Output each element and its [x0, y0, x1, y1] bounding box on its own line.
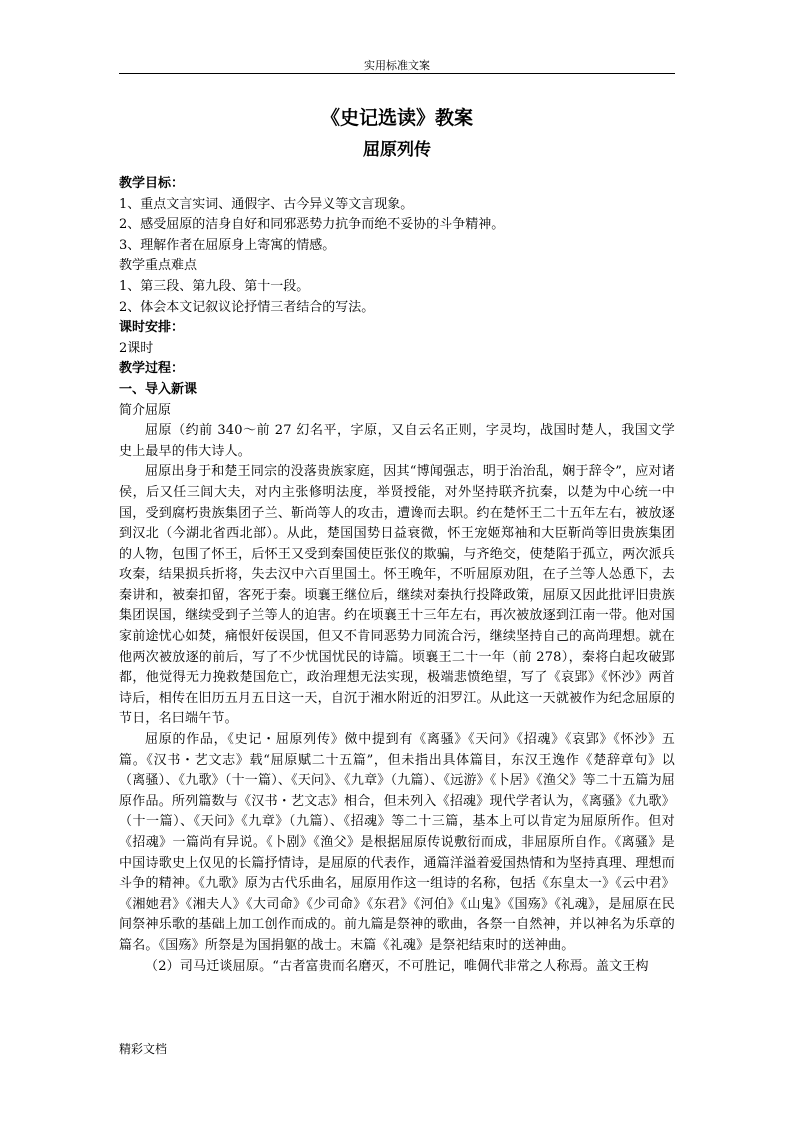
objective-item: 3、理解作者在屈原身上寄寓的情感。 — [119, 237, 336, 253]
key-point-item: 1、第三段、第九段、第十一段。 — [119, 278, 310, 294]
body-paragraph: 屈原（约前 340～前 27 幻名平，字原，又自云名正则，字灵均，战国时楚人，我国文学史上最早的伟大诗人。 — [119, 423, 675, 459]
heading-teaching-objectives: 教学目标： — [119, 176, 185, 191]
document-body — [119, 104, 675, 977]
body-paragraph: （2）司马迁谈屈原。“古者富贵而名磨灭，不可胜记，唯倜代非常之人称焉。盖文王构 — [145, 958, 649, 974]
document-subtitle: 屈原列传 — [363, 140, 431, 160]
heading-key-points: 教学重点难点 — [119, 258, 198, 274]
heading-process: 教学过程： — [119, 361, 185, 377]
objective-item: 2、感受屈原的洁身自好和同邪恶势力抗争而绝不妥协的斗争精神。 — [119, 217, 505, 233]
header-rule — [119, 73, 675, 74]
body-paragraph: 屈原的作品，《史记・屈原列传》傚中提到有《离骚》《天问》《招魂》《哀郢》《怀沙》五篇。《汉书・艺文志》载“屈原赋二十五篇”，但未指出具体篇目，东汉王逸作《楚辞章句》以（离骚）、《九歌》（十一篇）、《天问》、《九章》（九篇）、《远游》《卜居》《渔父》等二十五篇为屈原作品。所列篇数与《汉书・艺文志》相合，但未列入《招魂》现代学者认为，《离骚》《九歌》（十一篇）、《天问》《九章》（九篇）、《招魂》等二十三篇，基本上可以肯定为屈原所作。但对《招魂》一篇尚有异说。《卜剧》《渔父》是根据屈原传说敷衍而成，非屈原所自作。《离骚》是中国诗歌史上仅见的长篇抒情诗，是屈原的代表作，通篇洋溢着爱国热情和为坚持真理、理想而斗争的精神。《九歌》原为古代乐曲名，屈原用作这一组诗的名称，包括《东皇太一》《云中君》《湘她君》《湘夫人》《大司命》《少司命》《东君》《河伯》《山鬼》《国殇》《礼魂》，是屈原在民间祭神乐歌的基础上加工创作而成的。前九篇是祭神的歌曲，各祭一自然神，并以神名为乐章的篇名。《国殇》所祭是为国捐躯的战士。末篇《礼魂》是祭祀结束时的送神曲。 — [119, 732, 675, 953]
body-paragraph: 屈原出身于和楚王同宗的没落贵族家庭，因其“博闻强志，明于治治乱，娴于辞令”，应对诸侯，后又任三闾大夫，对内主张修明法度，举贤授能，对外坚持联齐抗秦，以楚为中心统一中国，受到腐朽贵族集团子兰、靳尚等人的攻击，遭谗而去职。约在楚怀王二十五年左右，被放逐到汉北（今湖北省西北部）。从此，楚国国势日益衰微，怀王宠姬郑袖和大臣靳尚等旧贵族集团的人物，包围了怀王，后怀王又受到秦国使臣张仪的欺骗，与齐绝交，使楚陷于孤立，两次派兵攻秦，结果损兵折将，失去汉中六百里国土。怀王晚年，不听屈原劝阻，在子兰等人怂恿下，去秦讲和，被秦扣留，客死于秦。顷襄王继位后，继续对秦执行投降政策，屈原又因此批评旧贵族集团误国，继续受到子兰等人的迫害。约在顷襄王十三年左右，再次被放逐到江南一带。他对国家前途忧心如焚，痛恨奸佞误国，但又不肯同恶势力同流合污，继续坚持自己的高尚理想。就在他两次被放逐的前后，写了不少忧国忧民的诗篇。顷襄王二十一年（前 278），秦将白起攻破郢都，他觉得无力挽救楚国危亡，政治理想无法实现，极端悲愤绝望，写了《哀郢》《怀沙》两首诗后，相传在旧历五月五日这一天，自沉于湘水附近的汨罗江。从此这一天就被作为纪念屈原的节日，名曰端午节。 — [119, 464, 675, 727]
document-title: 《史记选读》教案 — [320, 107, 473, 129]
heading-schedule: 课时安排： — [119, 320, 185, 336]
page-footer: 精彩文档 — [119, 1042, 168, 1056]
heading-about-quyuan: 简介屈原 — [119, 402, 172, 418]
heading-introduction: 一、导入新课 — [119, 381, 198, 397]
page-header: 实用标准文案 — [364, 59, 430, 72]
schedule-value: 2课时 — [119, 340, 154, 356]
objective-item: 1、重点文言实词、通假字、古今异义等文言现象。 — [119, 196, 414, 212]
key-point-item: 2、体会本文记叙议论抒情三者结合的写法。 — [119, 299, 375, 315]
